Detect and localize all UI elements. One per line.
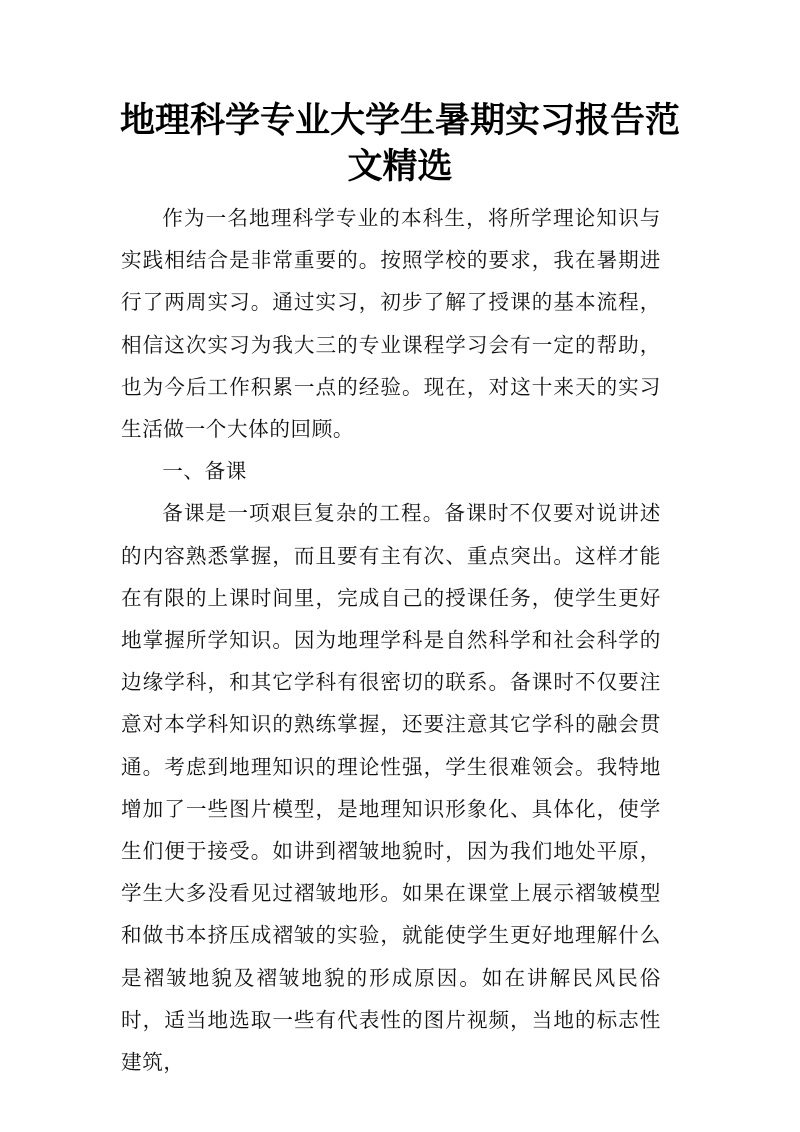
document-body [121,197,661,1083]
section-heading: 一、备课 [162,459,247,484]
document-title: 地理科学专业大学生暑期实习报告范文精选 [119,100,680,187]
section-paragraph: 备课是一项艰巨复杂的工程。备课时不仅要对说讲述的内容熟悉掌握，而且要有主有次、重点突出。这样才能在有限的上课时间里，完成自己的授课任务，使学生更好地掌握所学知识。因为地理学科是自然科学和社会科学的边缘学科，和其它学科有很密切的联系。备课时不仅要注意对本学科知识的熟练掌握，还要注意其它学科的融会贯通。考虑到地理知识的理论性强，学生很难领会。我特地增加了一些图片模型，是地理知识形象化、具体化，使学生们便于接受。如讲到褶皱地貌时，因为我们地处平原，学生大多没看见过褶皱地形。如果在课堂上展示褶皱模型和做书本挤压成褶皱的实验，就能使学生更好地理解什么是褶皱地貌及褶皱地貌的形成原因。如在讲解民风民俗时，适当地选取一些有代表性的图片视频，当地的标志性建筑， [121,501,661,1075]
intro-paragraph: 作为一名地理科学专业的本科生，将所学理论知识与实践相结合是非常重要的。按照学校的要求，我在暑期进行了两周实习。通过实习，初步了解了授课的基本流程，相信这次实习为我大三的专业课程学习会有一定的帮助，也为今后工作积累一点的经验。现在，对这十来天的实习生活做一个大体的回顾。 [121,206,661,442]
